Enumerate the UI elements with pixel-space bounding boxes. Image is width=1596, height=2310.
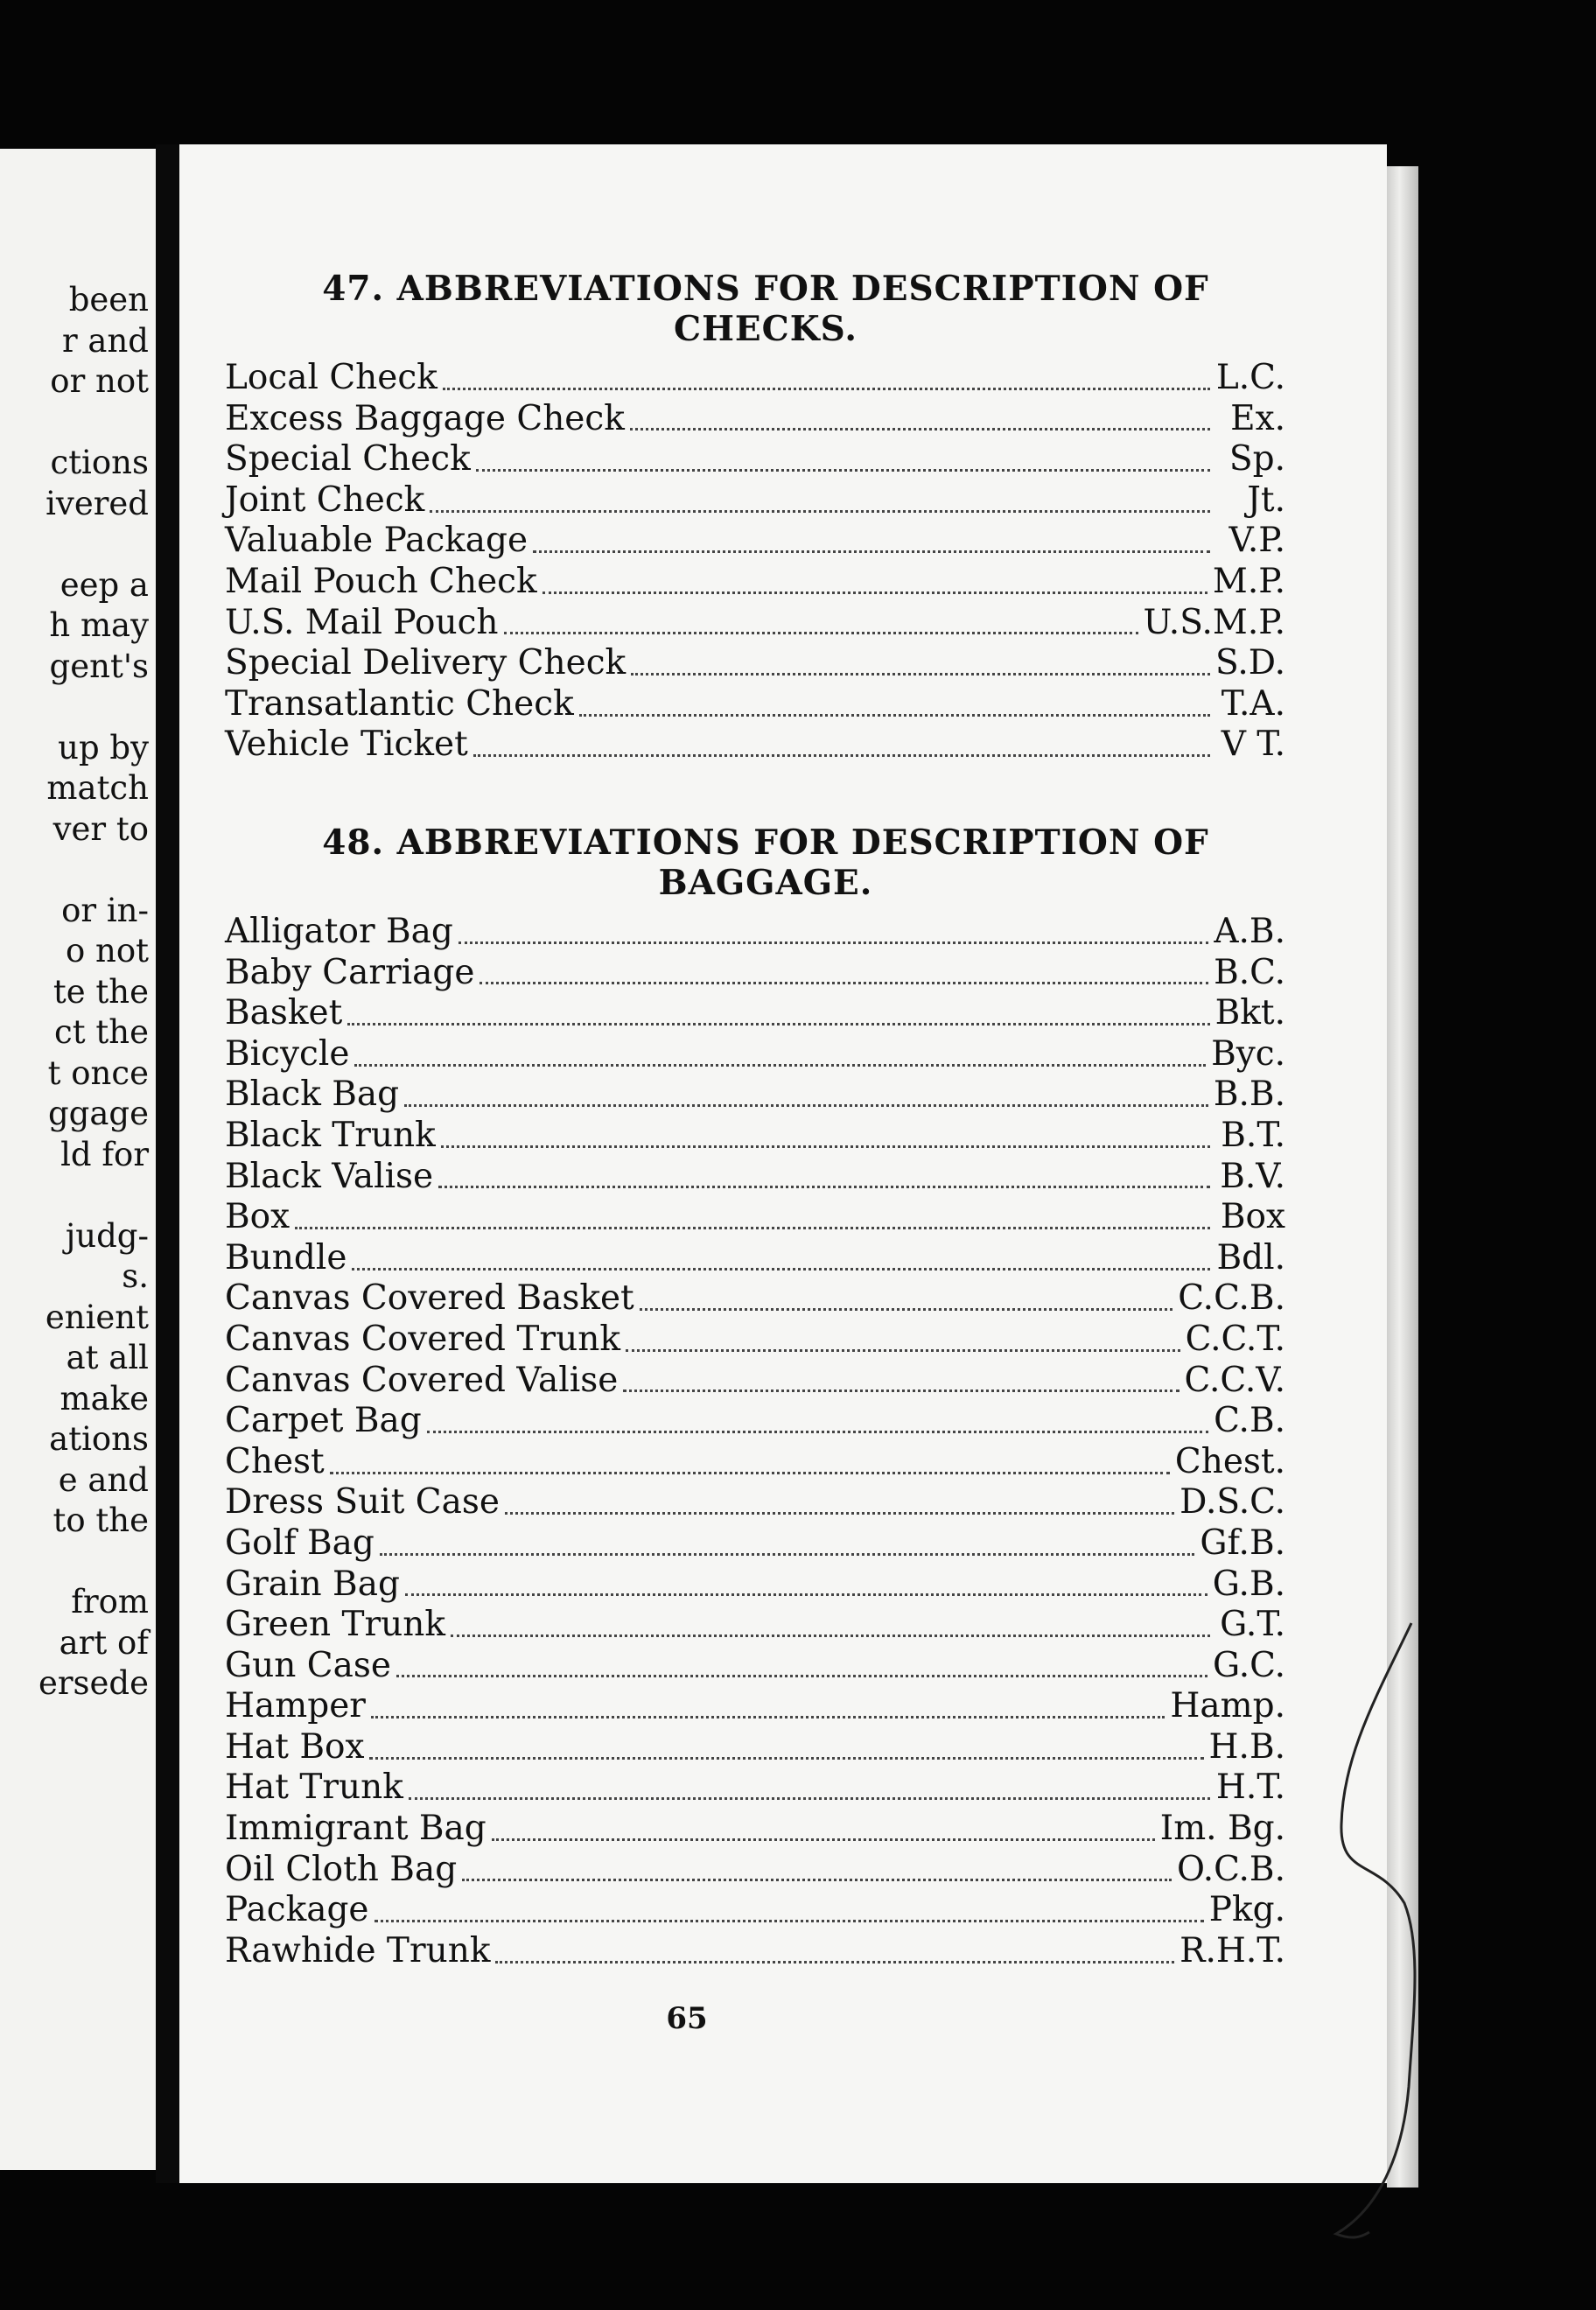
left-page-line: ivered — [46, 484, 149, 522]
item-abbreviation: S.D. — [1215, 643, 1285, 683]
item-abbreviation: B.B. — [1213, 1074, 1285, 1115]
section-47-heading — [249, 269, 1282, 349]
dot-leader — [473, 754, 1210, 757]
left-page-line: art of — [59, 1623, 149, 1662]
item-label: Canvas Covered Valise — [225, 1360, 619, 1400]
left-page-line: te the — [52, 972, 149, 1011]
item-label: Local Check — [225, 358, 438, 397]
section-48-heading-line1: 48. ABBREVIATIONS FOR DESCRIPTION OF — [322, 822, 1209, 863]
abbreviation-row — [225, 643, 1285, 684]
item-label: Canvas Covered Trunk — [225, 1319, 620, 1359]
item-label: Vehicle Ticket — [225, 724, 468, 765]
item-abbreviation: Box — [1220, 1197, 1285, 1237]
item-abbreviation: D.S.C. — [1180, 1482, 1285, 1522]
abbreviation-row — [225, 521, 1285, 562]
left-page-line: gent's — [49, 647, 149, 685]
item-abbreviation: Ex. — [1230, 398, 1285, 438]
item-abbreviation: R.H.T. — [1180, 1930, 1285, 1970]
item-label: Bundle — [225, 1237, 347, 1278]
section-47-heading-line1: 47. ABBREVIATIONS FOR DESCRIPTION OF — [322, 269, 1209, 309]
item-label: Gun Case — [225, 1645, 391, 1685]
handwritten-bracket-mark — [1326, 1614, 1431, 2253]
item-abbreviation: B.C. — [1214, 952, 1285, 992]
abbreviation-row — [225, 1442, 1285, 1483]
item-label: Grain Bag — [225, 1564, 400, 1604]
item-abbreviation: Gf.B. — [1200, 1522, 1285, 1563]
abbreviation-row — [225, 1361, 1285, 1402]
item-label: Dress Suit Case — [225, 1482, 500, 1522]
item-abbreviation: U.S.M.P. — [1143, 602, 1285, 642]
dot-leader — [504, 632, 1138, 634]
abbreviation-row — [225, 1931, 1285, 1972]
left-page-line — [0, 850, 149, 891]
dot-leader — [443, 388, 1210, 390]
left-page-line: been — [68, 281, 149, 318]
item-abbreviation: H.T. — [1215, 1768, 1285, 1808]
dot-leader — [495, 1961, 1174, 1964]
abbreviation-row — [225, 1890, 1285, 1931]
left-page-line: or not — [50, 362, 149, 400]
item-label: Box — [225, 1197, 290, 1237]
left-page-line — [0, 1542, 149, 1583]
item-abbreviation: V T. — [1221, 724, 1285, 765]
abbreviation-row — [225, 1523, 1285, 1564]
item-abbreviation: L.C. — [1215, 358, 1285, 397]
left-page-line — [0, 402, 149, 444]
abbreviation-row — [225, 1768, 1285, 1809]
item-label: Carpet Bag — [225, 1401, 422, 1441]
item-abbreviation: Im. Bg. — [1159, 1809, 1285, 1849]
dot-leader — [505, 1512, 1174, 1515]
dot-leader — [626, 1349, 1180, 1352]
left-page-line — [0, 1175, 149, 1216]
dot-leader — [430, 510, 1210, 513]
dot-leader — [462, 1879, 1172, 1881]
item-abbreviation: C.C.V. — [1184, 1360, 1285, 1400]
item-label: Black Valise — [225, 1156, 434, 1196]
item-label: Hat Trunk — [225, 1768, 403, 1808]
dot-leader — [369, 1757, 1203, 1760]
item-label: Special Delivery Check — [225, 643, 626, 683]
item-label: Canvas Covered Basket — [225, 1278, 634, 1319]
item-label: Chest — [225, 1441, 325, 1481]
abbreviation-row — [225, 1482, 1285, 1523]
item-abbreviation: G.C. — [1212, 1645, 1285, 1685]
abbreviation-row — [225, 1401, 1285, 1442]
item-label: Green Trunk — [225, 1605, 445, 1645]
dot-leader — [396, 1675, 1208, 1677]
abbreviation-row — [225, 1320, 1285, 1361]
dot-leader — [295, 1227, 1210, 1229]
left-page-line: judg- — [65, 1216, 149, 1255]
left-page-line: ctions — [50, 444, 149, 481]
dot-leader — [405, 1593, 1208, 1596]
left-page-line: t once — [47, 1054, 149, 1092]
abbreviation-row — [225, 724, 1285, 766]
item-abbreviation: Sp. — [1228, 439, 1285, 480]
item-label: Special Check — [225, 439, 471, 480]
abbreviation-row — [225, 562, 1285, 603]
item-abbreviation: Byc. — [1211, 1033, 1285, 1074]
dot-leader — [409, 1797, 1210, 1800]
left-page-line: ct the — [54, 1013, 149, 1051]
left-page-line: or in- — [61, 891, 149, 929]
abbreviation-row — [225, 603, 1285, 644]
left-page-line: to the — [52, 1502, 149, 1539]
item-abbreviation: T.A. — [1221, 683, 1285, 724]
item-abbreviation: B.V. — [1220, 1156, 1285, 1196]
baggage-abbreviation-list — [225, 912, 1285, 1971]
left-page-line: at all — [66, 1339, 149, 1376]
abbreviation-row — [225, 1278, 1285, 1320]
dot-leader — [451, 1634, 1210, 1637]
left-page-line: ld for — [60, 1135, 149, 1173]
item-label: Baby Carriage — [225, 952, 475, 992]
item-abbreviation: A.B. — [1214, 912, 1285, 951]
item-abbreviation: M.P. — [1212, 561, 1285, 601]
item-label: Hamper — [225, 1686, 366, 1726]
item-abbreviation: C.B. — [1214, 1401, 1285, 1441]
abbreviation-row — [225, 1034, 1285, 1075]
page-number: 65 — [666, 2001, 708, 2036]
left-page-line — [0, 687, 149, 728]
section-48-heading — [249, 822, 1282, 903]
item-abbreviation: B.T. — [1221, 1115, 1285, 1155]
item-label: Transatlantic Check — [225, 683, 574, 724]
item-label: Black Bag — [225, 1074, 400, 1115]
abbreviation-row — [225, 1646, 1285, 1687]
item-label: Rawhide Trunk — [225, 1930, 491, 1970]
dot-leader — [438, 1186, 1210, 1188]
item-label: Oil Cloth Bag — [225, 1849, 458, 1889]
dot-leader — [492, 1838, 1155, 1841]
left-page-line: o not — [65, 932, 149, 970]
item-abbreviation: G.B. — [1212, 1564, 1285, 1604]
left-page-line: eep a — [60, 565, 149, 604]
item-abbreviation: Pkg. — [1208, 1890, 1285, 1930]
book-gutter — [156, 144, 179, 2183]
dot-leader — [427, 1431, 1208, 1433]
abbreviation-row — [225, 480, 1285, 522]
item-label: Alligator Bag — [225, 912, 453, 951]
right-page — [179, 144, 1387, 2183]
left-page-text — [0, 280, 149, 1704]
abbreviation-row — [225, 1605, 1285, 1646]
dot-leader — [374, 1920, 1204, 1922]
abbreviation-row — [225, 399, 1285, 440]
item-abbreviation: G.T. — [1220, 1605, 1285, 1645]
item-abbreviation: C.C.B. — [1178, 1278, 1285, 1319]
left-page-line: ver to — [52, 809, 149, 848]
item-abbreviation: Jt. — [1247, 480, 1285, 520]
left-page-line: make — [60, 1379, 149, 1418]
item-label: Immigrant Bag — [225, 1809, 486, 1849]
dot-leader — [352, 1268, 1210, 1270]
abbreviation-row — [225, 1564, 1285, 1606]
left-page-line: ations — [49, 1420, 149, 1458]
left-page-line: ggage — [47, 1095, 149, 1132]
item-label: Mail Pouch Check — [225, 561, 537, 601]
item-label: Excess Baggage Check — [225, 398, 625, 438]
abbreviation-row — [225, 1074, 1285, 1116]
left-facing-page — [0, 149, 156, 2170]
item-label: Golf Bag — [225, 1522, 374, 1563]
abbreviation-row — [225, 993, 1285, 1034]
abbreviation-row — [225, 1727, 1285, 1768]
item-abbreviation: Hamp. — [1170, 1686, 1285, 1726]
item-abbreviation: O.C.B. — [1177, 1849, 1285, 1889]
abbreviation-row — [225, 1809, 1285, 1850]
left-page-line: from — [71, 1583, 149, 1620]
item-abbreviation: Bkt. — [1214, 993, 1285, 1033]
item-label: Hat Box — [225, 1726, 365, 1767]
left-page-line: h may — [49, 606, 149, 644]
left-page-line: match — [46, 769, 149, 807]
dot-leader — [371, 1716, 1165, 1718]
dot-leader — [404, 1104, 1208, 1107]
dot-leader — [533, 550, 1210, 553]
dot-leader — [579, 714, 1210, 717]
abbreviation-row — [225, 1686, 1285, 1727]
item-label: U.S. Mail Pouch — [225, 602, 499, 642]
dot-leader — [476, 469, 1210, 472]
dot-leader — [542, 592, 1208, 594]
left-page-line: up by — [58, 728, 149, 766]
dot-leader — [458, 942, 1209, 944]
abbreviation-row — [225, 953, 1285, 994]
item-label: Black Trunk — [225, 1115, 436, 1155]
abbreviation-row — [225, 1116, 1285, 1157]
abbreviation-row — [225, 1197, 1285, 1238]
abbreviation-row — [225, 912, 1285, 953]
left-page-line: ersede — [38, 1664, 149, 1702]
dot-leader — [441, 1145, 1210, 1148]
left-page-line: s. — [122, 1257, 149, 1295]
left-page-line — [0, 524, 149, 565]
section-48-heading-line2: BAGGAGE. — [658, 863, 873, 903]
dot-leader — [330, 1472, 1170, 1474]
dot-leader — [631, 673, 1210, 676]
item-abbreviation: Bdl. — [1216, 1237, 1285, 1278]
checks-abbreviation-list — [225, 358, 1285, 766]
item-label: Package — [225, 1890, 369, 1930]
item-abbreviation: V.P. — [1228, 521, 1285, 561]
left-page-line: e and — [58, 1460, 149, 1499]
abbreviation-row — [225, 1157, 1285, 1198]
item-label: Valuable Package — [225, 521, 528, 561]
dot-leader — [640, 1308, 1173, 1311]
abbreviation-row — [225, 1238, 1285, 1279]
item-label: Joint Check — [225, 480, 425, 520]
dot-leader — [347, 1023, 1209, 1026]
dot-leader — [480, 982, 1208, 984]
left-page-line: r and — [61, 321, 149, 360]
item-abbreviation: H.B. — [1208, 1726, 1285, 1767]
item-abbreviation: Chest. — [1174, 1441, 1285, 1481]
item-label: Bicycle — [225, 1033, 350, 1074]
abbreviation-row — [225, 684, 1285, 725]
dot-leader — [623, 1390, 1179, 1392]
dot-leader — [630, 428, 1210, 430]
left-page-line: enient — [45, 1298, 149, 1336]
abbreviation-row — [225, 358, 1285, 399]
dot-leader — [354, 1064, 1206, 1067]
item-label: Basket — [225, 993, 343, 1033]
abbreviation-row — [225, 439, 1285, 480]
abbreviation-row — [225, 1850, 1285, 1891]
item-abbreviation: C.C.T. — [1185, 1319, 1285, 1359]
dot-leader — [380, 1553, 1195, 1556]
section-47-heading-line2: CHECKS. — [674, 309, 858, 349]
